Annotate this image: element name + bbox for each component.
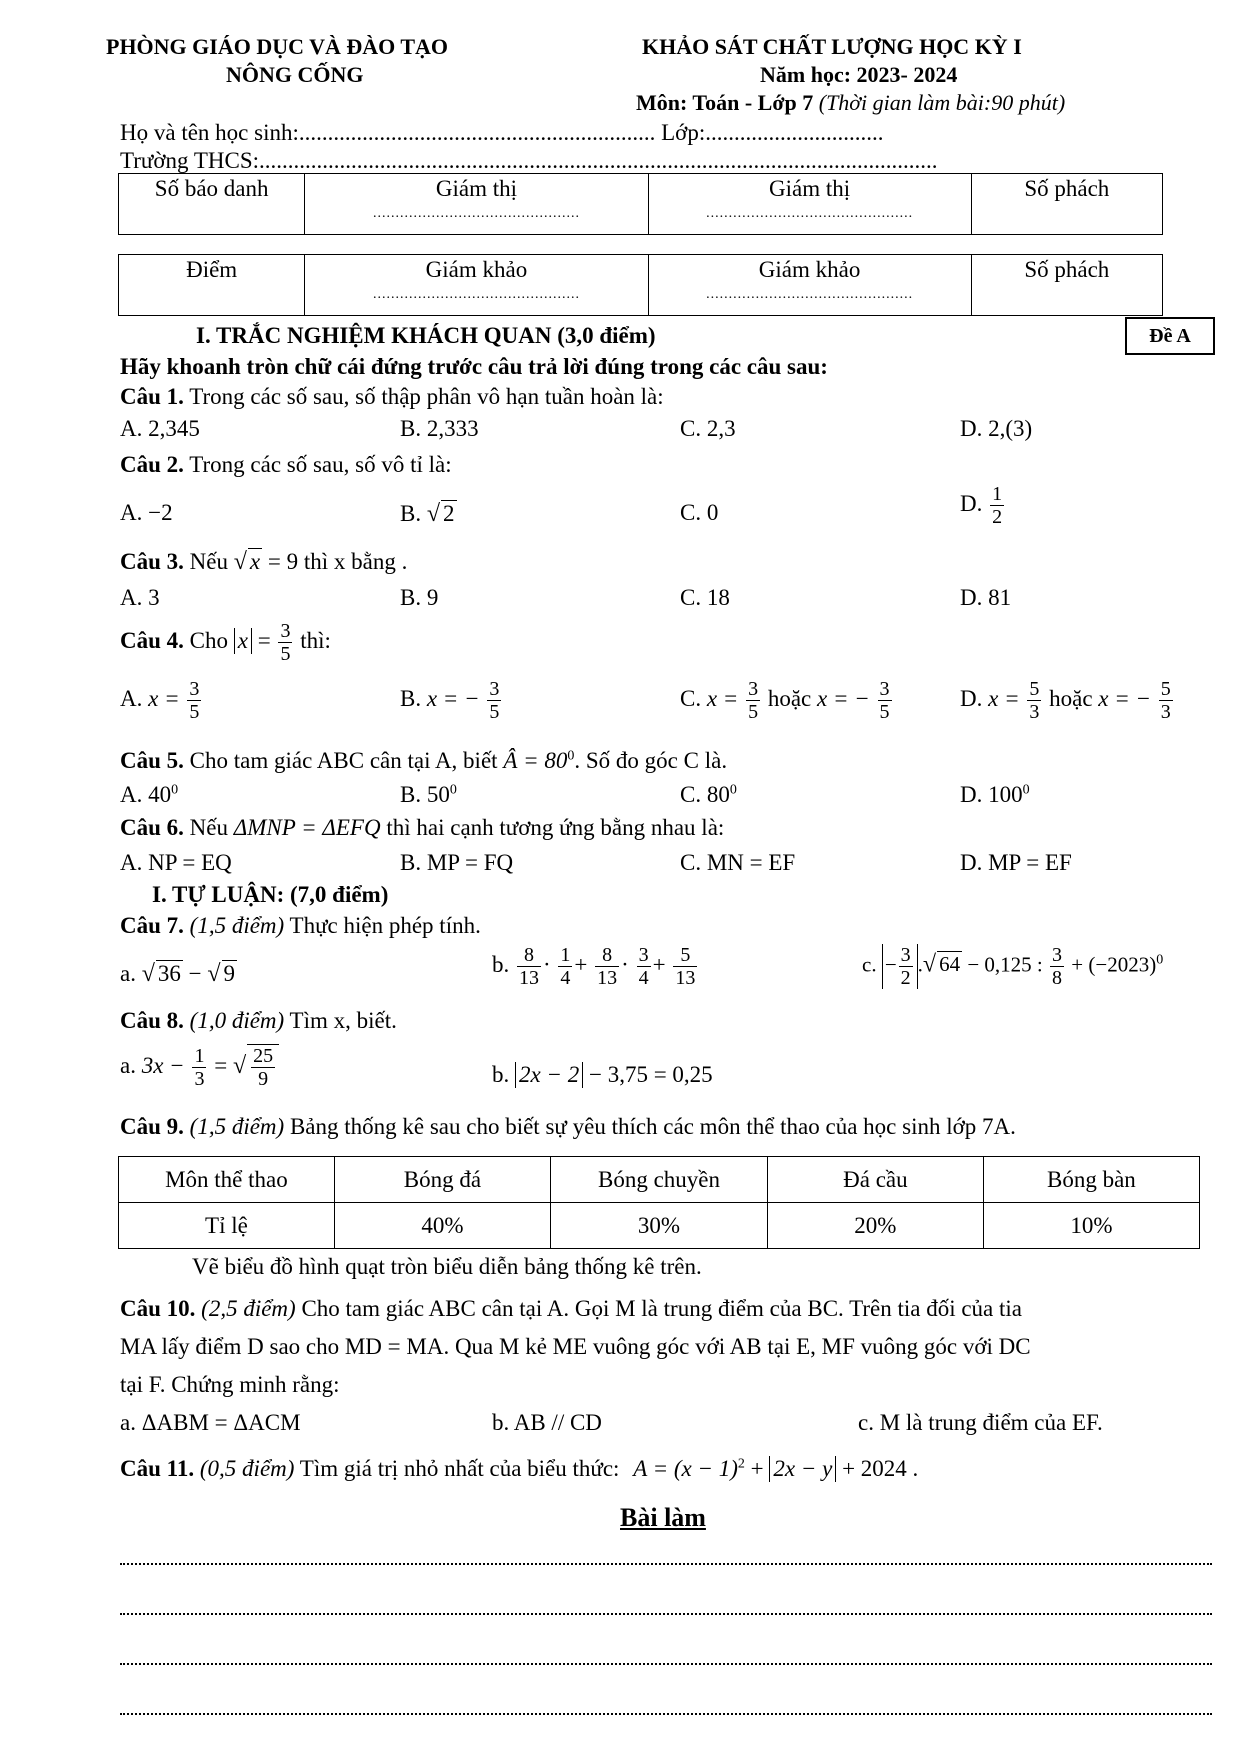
- q3-option-a: A. 3: [120, 585, 160, 610]
- q4-option-a: A. x = $\frac{3}{5}$: [120, 678, 200, 723]
- q3-option-c: C. 18: [680, 585, 730, 610]
- q2-option-b: B. √ 2: [400, 501, 455, 527]
- sports-table-header-row: [119, 1157, 1200, 1203]
- q8-part-a: a. 3x − $\frac{1}{3}$ = √ $\frac{25}{9}$: [120, 1044, 279, 1090]
- exam-title: KHẢO SÁT CHẤT LƯỢNG HỌC KỲ I: [642, 34, 1022, 59]
- section-1-instruction: Hãy khoanh tròn chữ cái đứng trước câu trả lời đúng trong các câu sau:: [120, 354, 828, 379]
- question-7: Câu 7. (1,5 điểm) Thực hiện phép tính.: [120, 913, 481, 938]
- q6-option-c: C. MN = EF: [680, 850, 796, 875]
- question-3: Câu 3. Nếu √ x = 9 thì x bằng .: [120, 549, 408, 575]
- sports-table-value-row: [119, 1203, 1200, 1249]
- sports-header-cell: Bóng chuyền: [551, 1157, 768, 1203]
- q2-option-a: A. −2: [120, 500, 173, 525]
- q1-option-d: D. 2,(3): [960, 416, 1033, 441]
- q7-part-c: c. − $\frac{3}{2}$ .√ 64 − 0,125 : $\frac{3}{8}$ + $(-2023)^0$: [862, 944, 1164, 989]
- q6-option-a: A. NP = EQ: [120, 850, 232, 875]
- sports-header-cell: Bóng đá: [334, 1157, 550, 1203]
- q5-option-a: A. $40^0$: [120, 782, 179, 807]
- q10-part-b: b. AB // CD: [492, 1410, 602, 1435]
- header-table-2: [118, 254, 1163, 316]
- q5-option-c: C. $80^0$: [680, 782, 737, 807]
- q3-option-d: D. 81: [960, 585, 1012, 610]
- question-9: Câu 9. (1,5 điểm) Bảng thống kê sau cho biết sự yêu thích các môn thể thao của học sinh lớp 7A.: [120, 1114, 1016, 1139]
- exam-code-badge: Đề A: [1125, 317, 1215, 355]
- sports-header-cell: Bóng bàn: [983, 1157, 1199, 1203]
- q6-option-b: B. MP = FQ: [400, 850, 514, 875]
- q1-option-a: A. 2,345: [120, 416, 200, 441]
- q1-option-b: B. 2,333: [400, 416, 479, 441]
- sports-table: [118, 1156, 1200, 1249]
- question-4: Câu 4. Cho x = $\frac{3}{5}$ thì:: [120, 620, 331, 665]
- q2-option-d: D. $\frac{1}{2}$: [960, 483, 1003, 528]
- cell-diem: Điểm: [119, 255, 305, 316]
- cell-giam-thi-1: Giám thị ..............................................: [305, 174, 648, 235]
- student-name-line: Họ và tên học sinh:.............................................................. Lớp:...............................: [120, 120, 884, 145]
- q1-option-c: C. 2,3: [680, 416, 736, 441]
- section-2-title: I. TỰ LUẬN: (7,0 điểm): [152, 882, 389, 907]
- cell-giam-khao-1: Giám khảo ..............................................: [305, 255, 648, 316]
- question-10-line-3: tại F. Chứng minh rằng:: [120, 1372, 340, 1397]
- question-5: Câu 5. Cho tam giác ABC cân tại A, biết Â = $80^0$. Số đo góc C là.: [120, 748, 728, 773]
- sports-value-cell: 30%: [551, 1203, 768, 1249]
- cell-so-phach-1: Số phách: [971, 174, 1162, 235]
- q8-part-b: b. 2x − 2 − 3,75 = 0,25: [492, 1062, 713, 1087]
- question-1: Câu 1. Trong các số sau, số thập phân vô hạn tuần hoàn là:: [120, 384, 664, 409]
- school-year: Năm học: 2023- 2024: [760, 62, 958, 87]
- school-line: Trường THCS:......................................................................................................................: [120, 148, 938, 173]
- sports-header-cell: Môn thể thao: [119, 1157, 335, 1203]
- q4-option-c: C. x = $\frac{3}{5}$ hoặc x = − $\frac{3}{5}$: [680, 678, 890, 723]
- time-limit: (Thời gian làm bài:90 phút): [818, 90, 1066, 115]
- cell-so-phach-2: Số phách: [971, 255, 1162, 316]
- question-6: Câu 6. Nếu ΔMNP = ΔEFQ thì hai cạnh tương ứng bằng nhau là:: [120, 815, 725, 840]
- q7-part-a: a. √ 36 − √ 9: [120, 961, 236, 987]
- cell-giam-thi-2: Giám thị ..............................................: [648, 174, 971, 235]
- q5-option-b: B. $50^0$: [400, 782, 457, 807]
- department-name: PHÒNG GIÁO DỤC VÀ ĐÀO TẠO: [106, 34, 449, 59]
- question-10-line-1: Câu 10. (2,5 điểm) Cho tam giác ABC cân tại A. Gọi M là trung điểm của BC. Trên tia đối của tia: [120, 1296, 1023, 1321]
- section-1-title: I. TRẮC NGHIỆM KHÁCH QUAN (3,0 điểm): [196, 323, 656, 348]
- answer-line: [120, 1563, 1212, 1565]
- q10-part-c: c. M là trung điểm của EF.: [858, 1410, 1103, 1435]
- header-table-1: [118, 173, 1163, 235]
- sports-header-cell: Đá cầu: [767, 1157, 983, 1203]
- sports-value-cell: 10%: [983, 1203, 1199, 1249]
- q4-option-b: B. x = − $\frac{3}{5}$: [400, 678, 500, 723]
- question-10-line-2: MA lấy điểm D sao cho MD = MA. Qua M kẻ ME vuông góc với AB tại E, MF vuông góc với DC: [120, 1334, 1031, 1359]
- q6-option-d: D. MP = EF: [960, 850, 1072, 875]
- q7-part-b: b. $\frac{8}{13}$ · $\frac{1}{4}$ + $\frac{8}{13}$ · $\frac{3}{4}$ + $\frac{5}{13}$: [492, 944, 696, 989]
- cell-giam-khao-2: Giám khảo ..............................................: [648, 255, 971, 316]
- question-11: Câu 11. (0,5 điểm) Tìm giá trị nhỏ nhất của biểu thức: $A = (x - 1)^2 + 2x - y + 2024$ .: [120, 1456, 919, 1481]
- sports-value-cell: 40%: [334, 1203, 550, 1249]
- q2-option-c: C. 0: [680, 500, 719, 525]
- answer-line: [120, 1613, 1212, 1615]
- answer-line: [120, 1713, 1212, 1715]
- question-8: Câu 8. (1,0 điểm) Tìm x, biết.: [120, 1008, 397, 1033]
- subject-line: [636, 90, 1065, 116]
- q4-option-d: D. x = $\frac{5}{3}$ hoặc x = − $\frac{5}{3}$: [960, 678, 1171, 723]
- question-2: Câu 2. Trong các số sau, số vô tỉ là:: [120, 452, 452, 477]
- q9-task: Vẽ biểu đồ hình quạt tròn biểu diễn bảng thống kê trên.: [192, 1254, 702, 1279]
- q3-option-b: B. 9: [400, 585, 439, 610]
- q5-option-d: D. $100^0$: [960, 782, 1030, 807]
- cell-so-bao-danh: Số báo danh: [119, 174, 305, 235]
- subject: Môn: Toán - Lớp 7: [636, 90, 814, 115]
- sports-value-cell: 20%: [767, 1203, 983, 1249]
- sports-value-cell: Tỉ lệ: [119, 1203, 335, 1249]
- answer-line: [120, 1663, 1212, 1665]
- district-name: NÔNG CỐNG: [226, 62, 364, 87]
- q10-part-a: a. ΔABM = ΔACM: [120, 1410, 301, 1435]
- answer-title: Bài làm: [620, 1503, 706, 1532]
